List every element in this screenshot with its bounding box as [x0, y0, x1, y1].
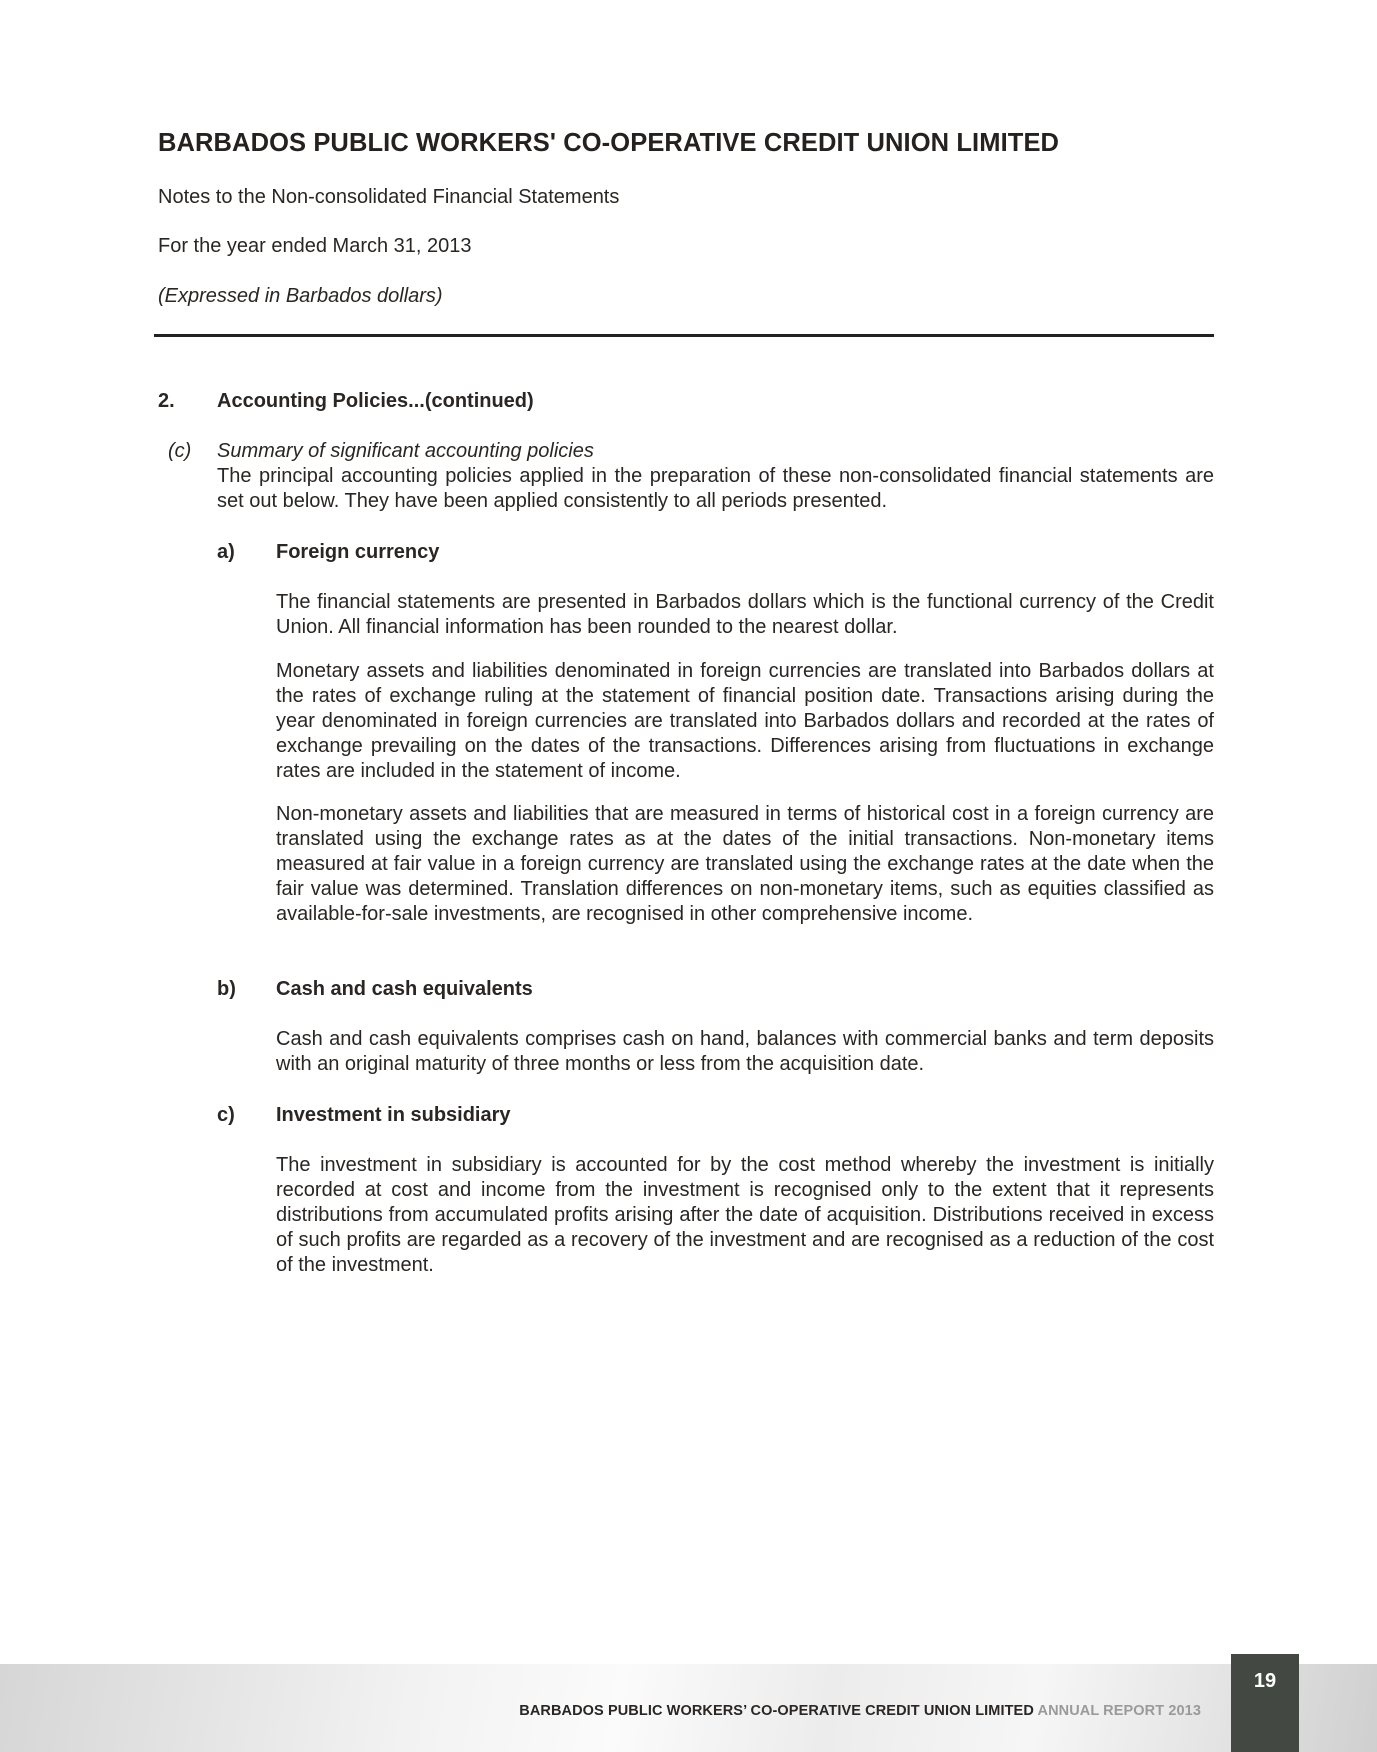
footer-report-name: ANNUAL REPORT 2013	[1037, 1703, 1201, 1719]
statement-subtitle: Notes to the Non-consolidated Financial Statements	[158, 186, 620, 208]
footer-organization: BARBADOS PUBLIC WORKERS’ CO-OPERATIVE CREDIT UNION LIMITED	[519, 1703, 1034, 1719]
subsidiary-paragraph-1: The investment in subsidiary is accounted for by the cost method whereby the investment is initially recorded at cost and income from the investment is recognised only to the extent that it represents distributions from accumulated profits arising after the date of acquisition. Distributions received in excess of such profits are regarded as a recovery of the investment and are recognised as a reduction of the cost of the investment.	[276, 1154, 1214, 1276]
section-number: 2.	[158, 390, 175, 412]
foreign-currency-paragraph-1: The financial statements are presented in Barbados dollars which is the functional currency of the Credit Union. All financial information has been rounded to the nearest dollar.	[276, 591, 1214, 638]
page-number: 19	[1231, 1654, 1299, 1752]
page-header	[158, 124, 1214, 307]
subsection-label: (c)	[168, 440, 192, 462]
subsection-title: Summary of significant accounting policies	[217, 440, 594, 462]
section-title: Accounting Policies...(continued)	[217, 390, 534, 412]
section-heading	[158, 389, 534, 414]
header-divider	[154, 334, 1214, 337]
foreign-currency-paragraph-3: Non-monetary assets and liabilities that are measured in terms of historical cost in a foreign currency are translated using the exchange rates as at the dates of the initial transactions. Non-monetary items measured at fair value in a foreign currency are translated using the exchange rates at the date when the fair value was determined. Translation differences on non-monetary items, such as equities classified as available-for-sale investments, are recognised in other comprehensive income.	[276, 803, 1214, 925]
currency-note: (Expressed in Barbados dollars)	[158, 285, 443, 307]
reporting-period: For the year ended March 31, 2013	[158, 235, 472, 257]
item-label-cash: b)	[217, 978, 236, 1000]
item-label-subsidiary: c)	[217, 1104, 235, 1126]
footer-caption	[519, 1703, 1201, 1719]
item-title-foreign-currency: Foreign currency	[276, 541, 440, 563]
foreign-currency-paragraph-2: Monetary assets and liabilities denominated in foreign currencies are translated into Barbados dollars at the rates of exchange ruling at the statement of financial position date. Transactions arising during the year denominated in foreign currencies are translated into Barbados dollars and recorded at the rates of exchange prevailing on the dates of the transactions. Differences arising from fluctuations in exchange rates are included in the statement of income.	[276, 660, 1214, 782]
organization-title: BARBADOS PUBLIC WORKERS' CO-OPERATIVE CREDIT UNION LIMITED	[158, 129, 1060, 157]
subsection-intro: The principal accounting policies applied in the preparation of these non-consolidated financial statements are set out below. They have been applied consistently to all periods presented.	[217, 465, 1214, 512]
item-title-subsidiary: Investment in subsidiary	[276, 1104, 511, 1126]
cash-paragraph-1: Cash and cash equivalents comprises cash on hand, balances with commercial banks and term deposits with an original maturity of three months or less from the acquisition date.	[276, 1028, 1214, 1075]
item-label-foreign-currency: a)	[217, 541, 235, 563]
item-title-cash: Cash and cash equivalents	[276, 978, 533, 1000]
